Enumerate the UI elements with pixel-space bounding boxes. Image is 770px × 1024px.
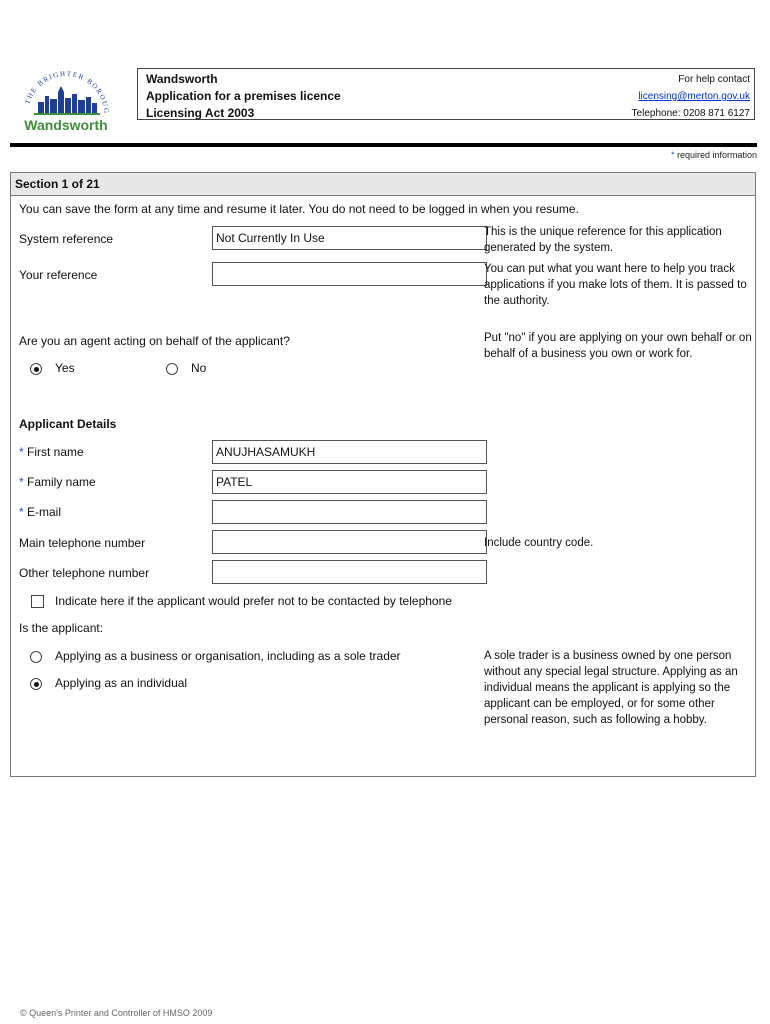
required-note-text: required information: [674, 150, 757, 160]
agent-no-radio[interactable]: [166, 363, 178, 375]
no-phone-contact-label: Indicate here if the applicant would prefer not to be contacted by telephone: [55, 594, 452, 608]
help-phone: Telephone: 0208 871 6127: [631, 108, 750, 119]
first-name-input[interactable]: ANUJHASAMUKH: [212, 440, 487, 464]
section-panel: [10, 172, 756, 777]
required-star: *: [19, 475, 24, 489]
email-input[interactable]: [212, 500, 487, 524]
family-name-input[interactable]: PATEL: [212, 470, 487, 494]
agent-yes-radio[interactable]: [30, 363, 42, 375]
section-intro: You can save the form at any time and resume it later. You do not need to be logged in when you resume.: [19, 202, 579, 216]
email-label: * E-mail: [19, 505, 62, 519]
section-title: Section 1 of 21: [11, 173, 755, 196]
first-name-label: * First name: [19, 445, 84, 459]
logo-text: Wandsworth: [24, 117, 108, 133]
form-header: [137, 68, 755, 120]
agent-question: Are you an agent acting on behalf of the applicant?: [19, 334, 290, 348]
main-phone-label: Main telephone number: [19, 536, 146, 550]
header-divider: [10, 143, 757, 147]
your-reference-help: You can put what you want here to help you track applications if you make lots of them. It is passed to the authority.: [484, 263, 747, 307]
agent-yes-label: Yes: [55, 361, 75, 375]
header-titles: [146, 71, 341, 122]
applicant-type-help: A sole trader is a business owned by one person without any special legal structure. Applying as an individual means the applicant is applying so the applicant can be employed, or for some other personal reason, such as following a hobby.: [484, 650, 738, 726]
org-name: Wandsworth: [146, 72, 218, 86]
no-phone-contact-checkbox[interactable]: [31, 595, 44, 608]
required-star: *: [670, 150, 675, 160]
system-reference-field: Not Currently In Use: [212, 226, 487, 250]
applicant-individual-radio[interactable]: [30, 678, 42, 690]
your-reference-label: Your reference: [19, 268, 98, 282]
system-reference-help: This is the unique reference for this application generated by the system.: [484, 226, 722, 254]
logo-arc-text: THE BRIGHTER BOROUG: [23, 69, 111, 115]
applicant-business-label: Applying as a business or organisation, including as a sole trader: [55, 649, 401, 663]
other-phone-label: Other telephone number: [19, 566, 150, 580]
applicant-business-radio[interactable]: [30, 651, 42, 663]
form-title: Application for a premises licence: [146, 89, 341, 103]
logo-skyline-icon: [14, 68, 118, 134]
other-phone-input[interactable]: [212, 560, 487, 584]
applicant-type-question: Is the applicant:: [19, 621, 104, 635]
help-email-link[interactable]: licensing@merton.gov.uk: [638, 91, 750, 102]
copyright-footer: © Queen's Printer and Controller of HMSO 2009: [20, 1008, 213, 1018]
help-label: For help contact: [678, 74, 750, 85]
family-name-label: * Family name: [19, 475, 96, 489]
applicant-individual-label: Applying as an individual: [55, 676, 188, 690]
help-contact: [632, 71, 750, 122]
act-name: Licensing Act 2003: [146, 106, 255, 120]
your-reference-input[interactable]: [212, 262, 487, 286]
main-phone-help: Include country code.: [484, 537, 594, 549]
system-reference-label: System reference: [19, 232, 114, 246]
applicant-details-heading: Applicant Details: [19, 417, 117, 431]
main-phone-input[interactable]: [212, 530, 487, 554]
required-star: *: [19, 445, 24, 459]
agent-no-label: No: [191, 361, 207, 375]
required-star: *: [19, 505, 24, 519]
agent-help: Put "no" if you are applying on your own behalf or on behalf of a business you own or work for.: [484, 332, 752, 360]
wandsworth-logo: [14, 68, 118, 134]
required-note: [671, 150, 757, 160]
